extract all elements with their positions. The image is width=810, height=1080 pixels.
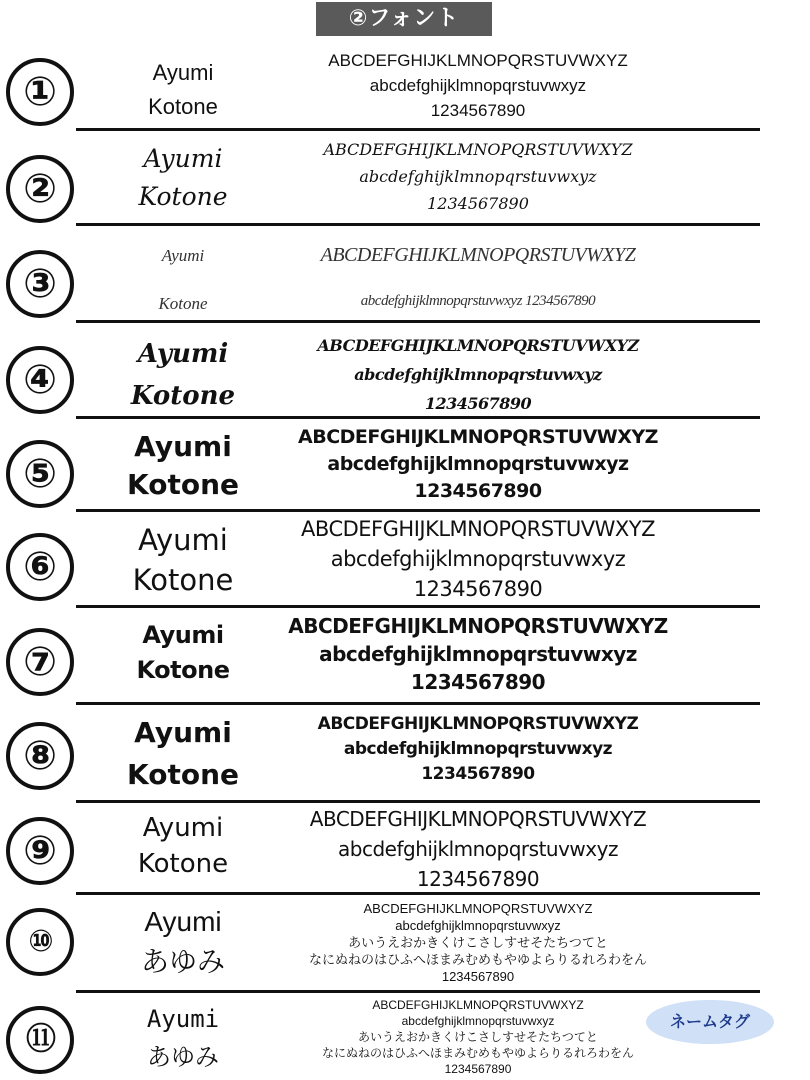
name-sample-1 — [78, 56, 288, 124]
uppercase-line: ABCDEFGHIJKLMNOPQRSTUVWXYZ — [372, 998, 584, 1012]
name-line: あゆみ — [147, 1043, 219, 1071]
row-divider — [76, 892, 760, 895]
row-number-5: ⑤ — [6, 440, 74, 508]
row-divider — [76, 223, 760, 226]
name-sample-4 — [78, 333, 288, 417]
name-line: Ayumi — [142, 621, 224, 649]
digits-line: 1234567890 — [421, 764, 535, 784]
lowercase-digits-line: abcdefghijklmnopqrstuvwxyz 1234567890 — [360, 293, 596, 309]
uppercase-line: ABCDEFGHIJKLMNOPQRSTUVWXYZ — [328, 51, 628, 70]
name-sample-7 — [78, 618, 288, 688]
name-sample-2 — [78, 140, 288, 216]
name-line: あゆみ — [140, 946, 225, 977]
lowercase-line: abcdefghijklmnopqrstuvwxyz — [327, 453, 629, 475]
hiragana-line-2: なにぬねのはひふへほまみむめもやゆよらりるれろわをん — [308, 952, 647, 967]
uppercase-line: ABCDEFGHIJKLMNOPQRSTUVWXYZ — [317, 336, 639, 355]
name-tag-badge: ネームタグ — [646, 1000, 774, 1044]
name-line: Kotone — [127, 468, 239, 501]
digits-line: 1234567890 — [441, 969, 515, 984]
font-sample-1 — [282, 48, 674, 123]
uppercase-line: ABCDEFGHIJKLMNOPQRSTUVWXYZ — [320, 244, 636, 266]
row-divider — [76, 800, 760, 803]
name-line: Ayumi — [138, 523, 228, 557]
row-number-2: ② — [6, 155, 74, 223]
uppercase-line: ABCDEFGHIJKLMNOPQRSTUVWXYZ — [317, 714, 639, 734]
name-sample-3 — [78, 232, 288, 328]
font-sample-4 — [282, 331, 674, 418]
digits-line: 1234567890 — [413, 577, 543, 601]
name-line: Ayumi — [146, 1005, 220, 1033]
name-line: Kotone — [137, 849, 229, 879]
name-line: Kotone — [138, 182, 228, 211]
lowercase-line: abcdefghijklmnopqrstuvwxyz — [369, 76, 587, 95]
lowercase-line: abcdefghijklmnopqrstuvwxyz — [401, 1014, 555, 1028]
font-sample-11 — [282, 997, 674, 1077]
lowercase-line: abcdefghijklmnopqrstuvwxyz — [330, 547, 626, 571]
name-line: Ayumi — [143, 144, 223, 173]
digits-line: 1234567890 — [410, 670, 546, 694]
row-number-9: ⑨ — [6, 817, 74, 885]
name-sample-10 — [78, 902, 288, 982]
uppercase-line: ABCDEFGHIJKLMNOPQRSTUVWXYZ — [309, 807, 647, 831]
font-sample-9 — [282, 804, 674, 894]
name-line: Ayumi — [144, 906, 222, 937]
font-sample-2 — [282, 136, 674, 217]
row-divider — [76, 509, 760, 512]
lowercase-line: abcdefghijklmnopqrstuvwxyz — [359, 167, 597, 186]
uppercase-line: ABCDEFGHIJKLMNOPQRSTUVWXYZ — [298, 426, 658, 448]
lowercase-line: abcdefghijklmnopqrstuvwxyz — [338, 837, 618, 861]
font-sample-7 — [282, 612, 674, 696]
name-sample-9 — [78, 810, 288, 882]
lowercase-line: abcdefghijklmnopqrstuvwxyz — [319, 642, 637, 666]
row-number-3: ③ — [6, 250, 74, 318]
digits-line: 1234567890 — [424, 394, 532, 413]
name-line: Kotone — [148, 94, 218, 119]
name-line: Kotone — [136, 656, 230, 684]
name-line: Kotone — [130, 381, 236, 411]
row-divider — [76, 416, 760, 419]
name-line: Ayumi — [134, 716, 232, 749]
name-line: Ayumi — [134, 430, 232, 463]
name-line: Kotone — [158, 294, 208, 313]
name-line: Ayumi — [152, 60, 214, 85]
row-number-11: ⑪ — [6, 1006, 74, 1074]
row-number-10: ⑩ — [6, 908, 74, 976]
name-line: Ayumi — [142, 813, 224, 843]
hiragana-line-2: なにぬねのはひふへほまみむめもやゆよらりるれろわをん — [321, 1046, 634, 1060]
name-sample-6 — [78, 520, 288, 600]
row-divider — [76, 128, 760, 131]
font-sample-3 — [282, 232, 674, 324]
font-sample-10 — [282, 900, 674, 985]
row-divider — [76, 320, 760, 323]
uppercase-line: ABCDEFGHIJKLMNOPQRSTUVWXYZ — [323, 140, 633, 159]
digits-line: 1234567890 — [427, 194, 529, 213]
lowercase-line: abcdefghijklmnopqrstuvwxyz — [343, 739, 613, 759]
lowercase-line: abcdefghijklmnopqrstuvwxyz — [395, 918, 561, 933]
uppercase-line: ABCDEFGHIJKLMNOPQRSTUVWXYZ — [301, 517, 655, 541]
digits-line: 1234567890 — [430, 101, 526, 120]
name-sample-8 — [78, 712, 288, 796]
hiragana-line-1: あいうえおかきくけこさしすせそたちつてと — [358, 1030, 598, 1044]
name-sample-11 — [78, 1000, 288, 1076]
name-line: Ayumi — [161, 246, 205, 265]
font-sample-6 — [282, 514, 674, 604]
digits-line: 1234567890 — [414, 480, 542, 502]
digits-line: 1234567890 — [416, 867, 540, 891]
name-line: Ayumi — [137, 339, 229, 369]
hiragana-line-1: あいうえおかきくけこさしすせそたちつてと — [348, 935, 608, 950]
row-number-7: ⑦ — [6, 628, 74, 696]
row-divider — [76, 990, 760, 993]
section-title: ②フォント — [316, 2, 492, 36]
row-divider — [76, 605, 760, 608]
row-number-6: ⑥ — [6, 533, 74, 601]
row-number-4: ④ — [6, 346, 74, 414]
name-line: Kotone — [127, 758, 239, 791]
name-sample-5 — [78, 428, 288, 504]
lowercase-line: abcdefghijklmnopqrstuvwxyz — [354, 365, 602, 384]
font-sample-8 — [282, 712, 674, 787]
digits-line: 1234567890 — [444, 1062, 512, 1076]
row-divider — [76, 702, 760, 705]
uppercase-line: ABCDEFGHIJKLMNOPQRSTUVWXYZ — [363, 901, 593, 916]
row-number-8: ⑧ — [6, 722, 74, 790]
row-number-1: ① — [6, 58, 74, 126]
name-line: Kotone — [132, 563, 234, 597]
uppercase-line: ABCDEFGHIJKLMNOPQRSTUVWXYZ — [288, 614, 668, 638]
font-sample-5 — [282, 424, 674, 505]
